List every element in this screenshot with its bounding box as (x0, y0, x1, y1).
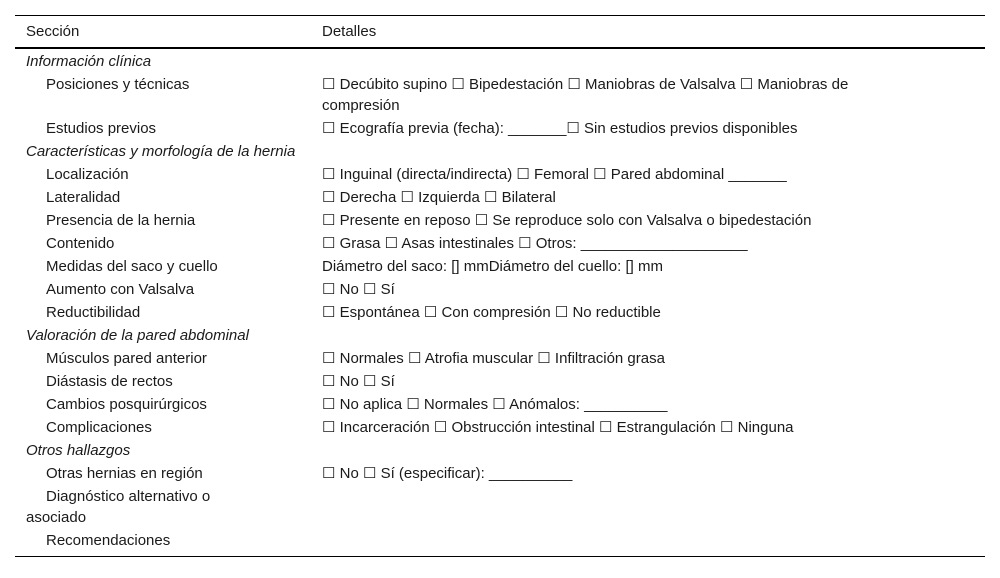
row-detail (322, 486, 985, 528)
row-detail (322, 530, 985, 551)
section-heading (15, 440, 985, 461)
table-body (15, 51, 985, 551)
table-row (15, 486, 985, 528)
row-label-text: Localización (46, 166, 129, 183)
row-label-text: Músculos pared anterior (46, 350, 207, 367)
row-detail: ☐ Derecha ☐ Izquierda ☐ Bilateral (322, 189, 556, 206)
row-detail: ☐ Incarceración ☐ Obstrucción intestinal ☐ Estrangulación ☐ Ninguna (322, 419, 794, 436)
row-detail: ☐ Ecografía previa (fecha): _______☐ Sin estudios previos disponibles (322, 120, 798, 137)
row-label (15, 256, 322, 277)
table-row (15, 348, 985, 369)
table-row (15, 302, 985, 323)
row-label-text: Complicaciones (46, 419, 152, 436)
table-row (15, 530, 985, 551)
table-bottom-rule (15, 556, 985, 557)
row-label (15, 74, 322, 116)
row-label-text: Otras hernias en región (46, 465, 203, 482)
row-detail: ☐ Decúbito supino ☐ Bipedestación ☐ Maniobras de Valsalva ☐ Maniobras de compresión (322, 76, 849, 114)
row-label (15, 302, 322, 323)
table-row (15, 210, 985, 231)
row-label-text: Diástasis de rectos (46, 373, 173, 390)
section-heading (15, 325, 985, 346)
row-label (15, 371, 322, 392)
row-label (15, 187, 322, 208)
row-detail: ☐ No ☐ Sí (322, 281, 395, 298)
table-row (15, 74, 985, 116)
row-label-text: Reductibilidad (46, 304, 141, 321)
table-header-row (15, 16, 985, 47)
row-label-text: Cambios posquirúrgicos (46, 396, 207, 413)
row-label-text: Contenido (46, 235, 115, 252)
row-detail: ☐ No ☐ Sí (322, 373, 395, 390)
row-detail: Diámetro del saco: [] mmDiámetro del cuello: [] mm (322, 258, 663, 275)
header-seccion: Sección (26, 23, 80, 40)
row-label-text: Recomendaciones (46, 532, 171, 549)
row-label (15, 118, 322, 139)
row-detail: ☐ No aplica ☐ Normales ☐ Anómalos: __________ (322, 396, 668, 413)
table-row (15, 371, 985, 392)
row-label (15, 530, 322, 551)
row-detail: ☐ Normales ☐ Atrofia muscular ☐ Infiltración grasa (322, 350, 665, 367)
row-label-text: Lateralidad (46, 189, 121, 206)
row-detail: ☐ Inguinal (directa/indirecta) ☐ Femoral ☐ Pared abdominal _______ (322, 166, 787, 183)
row-label (15, 486, 322, 528)
section-title: Características y morfología de la hernia (26, 143, 296, 160)
section-title: Otros hallazgos (26, 442, 131, 459)
table-row (15, 279, 985, 300)
row-label (15, 164, 322, 185)
row-label-text: Estudios previos (46, 120, 157, 137)
table-row (15, 256, 985, 277)
section-heading (15, 141, 985, 162)
table-row (15, 463, 985, 484)
row-detail: ☐ Grasa ☐ Asas intestinales ☐ Otros: ____________________ (322, 235, 748, 252)
table-row (15, 118, 985, 139)
row-label (15, 348, 322, 369)
row-label-text: Diagnóstico alternativo o asociado (26, 488, 211, 526)
row-label-text: Posiciones y técnicas (46, 76, 190, 93)
row-label-text: Presencia de la hernia (46, 212, 196, 229)
table-row (15, 233, 985, 254)
report-template-table (15, 15, 985, 557)
row-label (15, 463, 322, 484)
row-label-text: Aumento con Valsalva (46, 281, 195, 298)
row-detail: ☐ No ☐ Sí (especificar): __________ (322, 465, 573, 482)
row-label (15, 233, 322, 254)
table-row (15, 417, 985, 438)
row-detail: ☐ Presente en reposo ☐ Se reproduce solo con Valsalva o bipedestación (322, 212, 812, 229)
section-title: Valoración de la pared abdominal (26, 327, 249, 344)
row-label (15, 210, 322, 231)
row-label-text: Medidas del saco y cuello (46, 258, 218, 275)
table-row (15, 164, 985, 185)
table-row (15, 187, 985, 208)
section-heading (15, 51, 985, 72)
section-title: Información clínica (26, 53, 152, 70)
row-label (15, 417, 322, 438)
row-label (15, 394, 322, 415)
row-label (15, 279, 322, 300)
header-detalles: Detalles (322, 23, 377, 40)
table-header-rule (15, 47, 985, 49)
table-row (15, 394, 985, 415)
row-detail: ☐ Espontánea ☐ Con compresión ☐ No reductible (322, 304, 661, 321)
